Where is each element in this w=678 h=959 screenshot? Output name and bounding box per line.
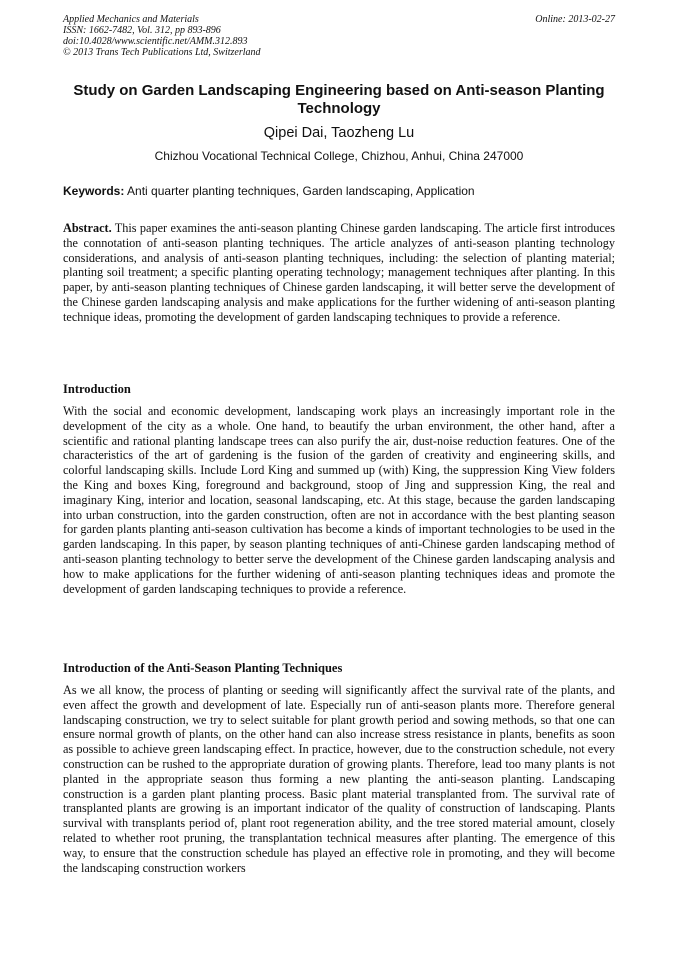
abstract-label: Abstract. bbox=[63, 221, 112, 235]
paper-authors: Qipei Dai, Taozheng Lu bbox=[263, 125, 415, 141]
section-text-introduction: With the social and economic development, landscaping work plays an increasingly important role in the development of the city as a whole. One hand, to beautify the urban environment, the other hand, after a scientific and rational planting landscape trees can also purify the air, dust-noise reduction features. One of the characteristics of the art of gardening is the fusion of the garden of creativity and engineering skills, and colorful landscaping skills. Include Lord King and summed up (with) King, the suppression King View folders the King and boxes King, foreground and background, stoop of Jing and suppression King, the real and imaginary King, interior and location, seasonal landscaping, etc. At this stage, because the garden landscaping into urban construction, into the garden construction, often are not in accordance with the best planting season for garden plants planting anti-season cultivation has become a kinds of important technologies to be used in the garden landscaping. In this paper, by season planting techniques of anti-Chinese garden landscaping method of anti-season planting technology to better serve the development of the Chinese garden landscaping analysis and how to make applications for the further widening of anti-season planting techniques ideas and promote the development of garden landscaping techniques to provide a reference. bbox=[63, 404, 615, 596]
online-date: Online: 2013-02-27 bbox=[535, 14, 615, 25]
abstract-text: This paper examines the anti-season planting Chinese garden landscaping. The article first introduces the connotation of anti-season planting techniques. The article analyzes of anti-season planting technology considerations, and analysis of anti-season planting techniques, including: the selection of planting material; planting soil treatment; a specific planting operating technology; management techniques after planting. In this paper, by anti-season planting techniques of Chinese garden landscaping, it will better serve the development of the Chinese garden landscaping analysis and make applications for the further widening of anti-season planting technique ideas, promoting the development of garden landscaping techniques to provide a reference. bbox=[63, 221, 616, 324]
author-affiliation: Chizhou Vocational Technical College, Chizhou, Anhui, China 247000 bbox=[154, 149, 524, 163]
running-header bbox=[63, 14, 615, 58]
section-heading-anti-season: Introduction of the Anti-Season Planting Techniques bbox=[63, 661, 343, 675]
section-text-anti-season: As we all know, the process of planting or seeding will significantly affect the survival rate of the plants, and even affect the growth and development of late. Especially run of anti-season plants more. Therefore general landscaping construction, we try to select suitable for plant growth period and sowing methods, so that one can ensure normal growth of plants, on the other hand can also increase stress resistance in plants, benefits as soon as possible to achieve green landscaping effect. In practice, however, due to the construction schedule, not every construction can be rushed to the appropriate duration of growing plants. Therefore, lead too many plants is not planted in the appropriate season thus forming a new planting the anti-season planting. Landscaping construction is a garden plant planting process. Basic plant material transplanted from. The survival rate of transplanted plants are growing is an important indicator of the quality of construction of landscaping. Plants survival with transplants period of, plant root regeneration ability, and the tree stored material amount, closely related to whether root pruning, the transplantation technical measures after planting. The emergence of this way, to ensure that the construction schedule has played an effective role in promoting, and they will become the landscaping construction workers bbox=[63, 683, 615, 875]
paper-title: Study on Garden Landscaping Engineering based on Anti-season Planting Technology bbox=[73, 82, 605, 117]
section-heading-introduction: Introduction bbox=[63, 382, 131, 396]
abstract bbox=[63, 221, 615, 325]
keywords-label: Keywords: bbox=[63, 184, 125, 198]
journal-name: Applied Mechanics and Materials bbox=[63, 14, 199, 25]
issn-line: ISSN: 1662-7482, Vol. 312, pp 893-896 bbox=[63, 25, 221, 36]
doi-line: doi:10.4028/www.scientific.net/AMM.312.893 bbox=[63, 36, 248, 47]
copyright-line: © 2013 Trans Tech Publications Ltd, Switzerland bbox=[63, 47, 261, 58]
journal-info bbox=[63, 14, 261, 58]
keywords-text: Anti quarter planting techniques, Garden landscaping, Application bbox=[127, 184, 475, 198]
keywords bbox=[63, 184, 615, 199]
